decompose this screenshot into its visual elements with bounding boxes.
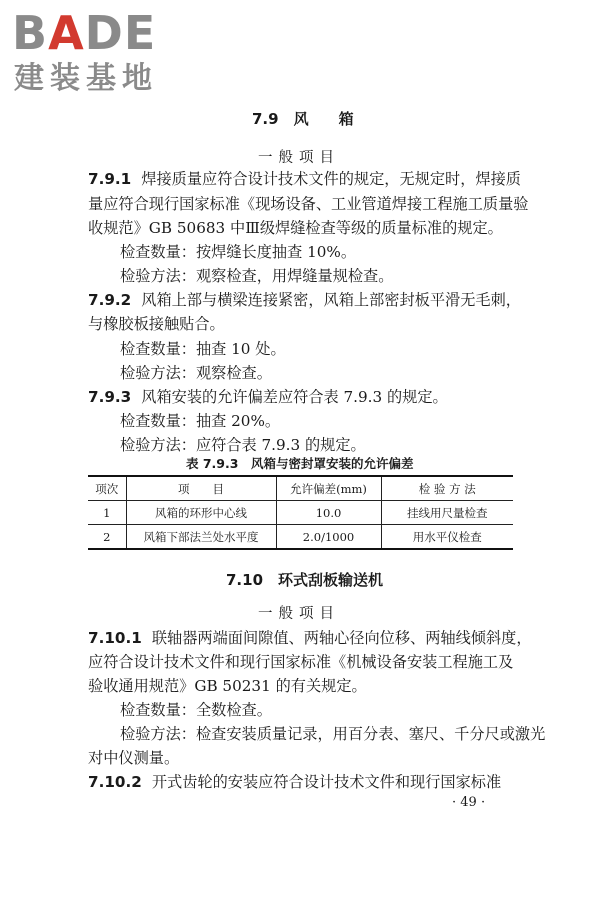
table-cell: 用水平仪检查	[381, 525, 513, 550]
column-header: 项 目	[126, 476, 276, 501]
table-cell: 挂线用尺量检查	[381, 501, 513, 525]
clause-7-9-2-line-1: 7.9.2 风箱上部与横梁连接紧密，风箱上部密封板平滑无毛刺，	[88, 291, 521, 309]
clause-7-9-3-line-1: 7.9.3 风箱安装的允许偏差应符合表 7.9.3 的规定。	[88, 388, 448, 406]
clause-number: 7.10.2	[88, 773, 142, 791]
page-number: · 49 ·	[452, 795, 486, 810]
clause-7-9-3-method: 检验方法：应符合表 7.9.3 的规定。	[120, 436, 366, 454]
section-title-7-9: 7.9 风 箱	[252, 110, 354, 128]
table-cell: 2.0/1000	[276, 525, 381, 550]
clause-7-9-3-quantity: 检查数量：抽查 20%。	[120, 412, 281, 430]
table-row	[88, 525, 513, 550]
clause-number: 7.9.3	[88, 388, 132, 406]
subheading-general-items: 一般项目	[258, 606, 340, 622]
column-header: 项次	[88, 476, 126, 501]
clause-7-10-1-line-2: 应符合设计技术文件和现行国家标准《机械设备安装工程施工及	[88, 653, 514, 671]
clause-7-10-1-line-1: 7.10.1 联轴器两端面间隙值、两轴心径向位移、两轴线倾斜度，	[88, 629, 532, 647]
clause-7-9-2-quantity: 检查数量：抽查 10 处。	[120, 340, 286, 358]
clause-7-9-1-line-2: 量应符合现行国家标准《现场设备、工业管道焊接工程施工质量验	[88, 195, 529, 213]
clause-7-9-1-line-1: 7.9.1 焊接质量应符合设计技术文件的规定，无规定时，焊接质	[88, 170, 521, 188]
clause-7-9-1-quantity: 检查数量：按焊缝长度抽查 10%。	[120, 243, 357, 261]
column-header: 允许偏差(mm)	[276, 476, 381, 501]
table-cell: 1	[88, 501, 126, 525]
table-cell: 2	[88, 525, 126, 550]
clause-number: 7.10.1	[88, 629, 142, 647]
subheading-general-items: 一般项目	[258, 150, 340, 166]
table-cell: 风箱下部法兰处水平度	[126, 525, 276, 550]
clause-number: 7.9.2	[88, 291, 132, 309]
column-header: 检 验 方 法	[381, 476, 513, 501]
section-title-7-10: 7.10 环式刮板输送机	[226, 571, 384, 589]
clause-number: 7.9.1	[88, 170, 132, 188]
table-caption: 表 7.9.3 风箱与密封罩安装的允许偏差	[186, 456, 414, 471]
tolerance-table	[88, 475, 513, 550]
clause-7-9-2-method: 检验方法：观察检查。	[120, 364, 272, 382]
clause-7-9-1-method: 检验方法：观察检查，用焊缝量规检查。	[120, 267, 394, 285]
table-row	[88, 501, 513, 525]
clause-7-9-1-line-3: 收规范》GB 50683 中Ⅲ级焊缝检查等级的质量标准的规定。	[88, 219, 503, 237]
clause-7-10-1-method-line-1: 检验方法：检查安装质量记录，用百分表、塞尺、千分尺或激光	[120, 725, 546, 743]
clause-7-10-1-method-line-2: 对中仪测量。	[88, 749, 180, 767]
logo-subtitle: 建装基地	[14, 61, 158, 96]
table-cell: 10.0	[276, 501, 381, 525]
clause-7-10-1-quantity: 检查数量：全数检查。	[120, 701, 272, 719]
logo-wordmark: BADE	[12, 6, 157, 60]
table-header-row	[88, 476, 513, 501]
clause-7-10-2-line-1: 7.10.2 开式齿轮的安装应符合设计技术文件和现行国家标准	[88, 773, 502, 791]
table-cell: 风箱的环形中心线	[126, 501, 276, 525]
clause-7-10-1-line-3: 验收通用规范》GB 50231 的有关规定。	[88, 677, 367, 695]
clause-7-9-2-line-2: 与橡胶板接触贴合。	[88, 315, 225, 333]
